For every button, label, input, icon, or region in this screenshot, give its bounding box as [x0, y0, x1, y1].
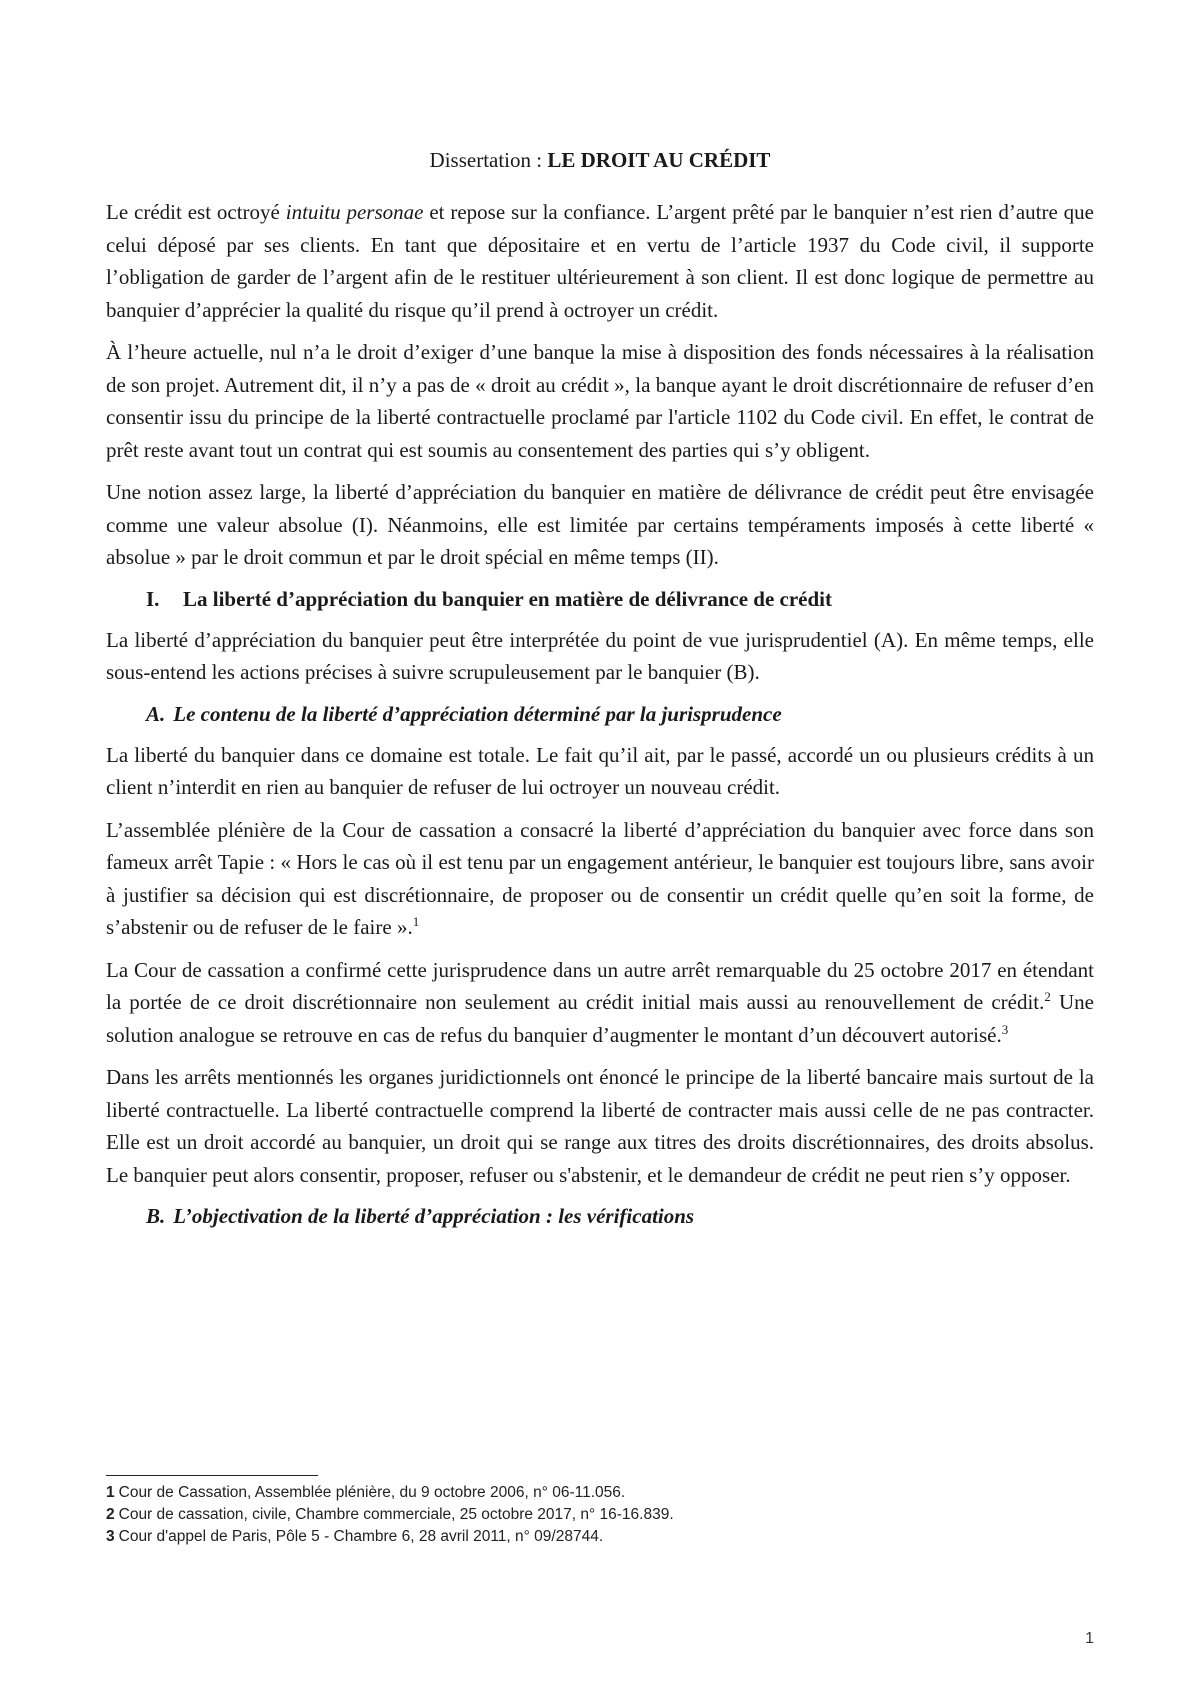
intro-paragraph-1	[106, 196, 1094, 326]
section-b-number: B.	[146, 1204, 166, 1228]
intro-paragraph-2: À l’heure actuelle, nul n’a le droit d’exiger d’une banque la mise à disposition des fonds nécessaires à la réalisation de son projet. Autrement dit, il n’y a pas de « droit au crédit », la banque ayant le droit discrétionnaire de refuser d’en consentir issu du principe de la liberté contractuelle proclamé par l'article 1102 du Code civil. En effet, le contrat de prêt reste avant tout un contrat qui est soumis au consentement des parties qui s’y obligent.	[106, 340, 1094, 462]
intro-paragraph-3: Une notion assez large, la liberté d’appréciation du banquier en matière de délivrance de crédit peut être envisagée comme une valeur absolue (I). Néanmoins, elle est limitée par certains tempéraments imposés à cette liberté « absolue » par le droit commun et par le droit spécial en même temps (II).	[106, 480, 1094, 569]
footnote-3-number: 3	[106, 1528, 115, 1545]
document-title	[106, 146, 1094, 174]
section-a-number: A.	[146, 701, 166, 726]
section-b-title: L’objectivation de la liberté d’appréciation : les vérifications	[173, 1204, 695, 1228]
footnote-ref-3[interactable]: 3	[1001, 1021, 1009, 1037]
footnotes	[106, 1475, 1094, 1548]
section-b-heading	[146, 1201, 1094, 1231]
intro-1-text-before: Le crédit est octroyé	[106, 200, 286, 224]
section-1-heading	[106, 584, 1094, 614]
document-page	[106, 130, 1094, 1241]
section-a-heading	[146, 699, 1094, 729]
intro-1-italic-term: intuitu personae	[285, 200, 424, 224]
section-a-paragraph-3-text-a: La Cour de cassation a confirmé cette jurisprudence dans un autre arrêt remarquable du 25 octobre 2017 en étendant la portée de ce droit discrétionnaire non seulement au crédit initial mais aussi au renouvellement de crédit.	[106, 957, 1094, 1014]
section-a-paragraph-1: La liberté du banquier dans ce domaine est totale. Le fait qu’il ait, par le passé, accordé un ou plusieurs crédits à un client n’interdit en rien au banquier de refuser de lui octroyer un nouveau crédit.	[106, 742, 1094, 799]
section-a-paragraph-3-text-b: Une solution analogue se retrouve en cas de refus du banquier d’augmenter le montant d’un découvert autorisé.	[106, 990, 1094, 1047]
footnote-ref-2[interactable]: 2	[1044, 989, 1051, 1004]
footnote-3-text: Cour d'appel de Paris, Pôle 5 - Chambre 6, 28 avril 2011, n° 09/28744.	[118, 1528, 604, 1545]
section-1-title: La liberté d’appréciation du banquier en matière de délivrance de crédit	[183, 586, 833, 611]
section-1-number: I.	[146, 586, 160, 611]
section-a-paragraph-4: Dans les arrêts mentionnés les organes juridictionnels ont énoncé le principe de la liberté bancaire mais surtout de la liberté contractuelle. La liberté contractuelle comprend la liberté de contracter mais aussi celle de ne pas contracter. Elle est un droit accordé au banquier, un droit qui se range aux titres des droits discrétionnaires, des droits absolus. Le banquier peut alors consentir, proposer, refuser ou s'abstenir, et le demandeur de crédit ne peut rien s’y opposer.	[106, 1065, 1094, 1187]
footnote-ref-1[interactable]: 1	[412, 914, 420, 929]
footnote-2-number: 2	[106, 1506, 115, 1523]
footnote-2-text: Cour de cassation, civile, Chambre commerciale, 25 octobre 2017, n° 16-16.839.	[118, 1506, 674, 1523]
section-a-paragraph-2	[106, 814, 1094, 944]
footnote-1-text: Cour de Cassation, Assemblée plénière, du 9 octobre 2006, n° 06-11.056.	[118, 1484, 626, 1501]
footnote-3	[106, 1526, 1094, 1548]
section-a-paragraph-2-text: L’assemblée plénière de la Cour de cassation a consacré la liberté d’appréciation du banquier avec force dans son fameux arrêt Tapie : « Hors le cas où il est tenu par un engagement antérieur, le banquier est toujours libre, sans avoir à justifier sa décision qui est discrétionnaire, de proposer ou de consentir un crédit quelle qu’en soit la forme, de s’abstenir ou de refuser de le faire ».	[106, 817, 1094, 939]
page-number: 1	[1085, 1630, 1094, 1647]
intro-1-text-after: et repose sur la confiance. L’argent prêté par le banquier n’est rien d’autre que celui déposé par ses clients. En tant que dépositaire et en vertu de l’article 1937 du Code civil, il supporte l’obligation de garder de l’argent afin de le restituer ultérieurement à son client. Il est donc logique de permettre au banquier d’apprécier la qualité du risque qu’il prend à octroyer un crédit.	[106, 200, 1094, 322]
section-1-intro: La liberté d’appréciation du banquier peut être interprétée du point de vue jurisprudentiel (A). En même temps, elle sous-entend les actions précises à suivre scrupuleusement par le banquier (B).	[106, 627, 1094, 684]
title-prefix: Dissertation :	[429, 148, 548, 172]
title-main: LE DROIT AU CRÉDIT	[547, 148, 771, 172]
footnote-separator	[106, 1475, 318, 1476]
footnote-1-number: 1	[106, 1484, 115, 1501]
section-a-title: Le contenu de la liberté d’appréciation déterminé par la jurisprudence	[173, 701, 782, 726]
section-a-paragraph-3	[106, 954, 1094, 1052]
footnote-1	[106, 1482, 1094, 1504]
footnote-2	[106, 1504, 1094, 1526]
